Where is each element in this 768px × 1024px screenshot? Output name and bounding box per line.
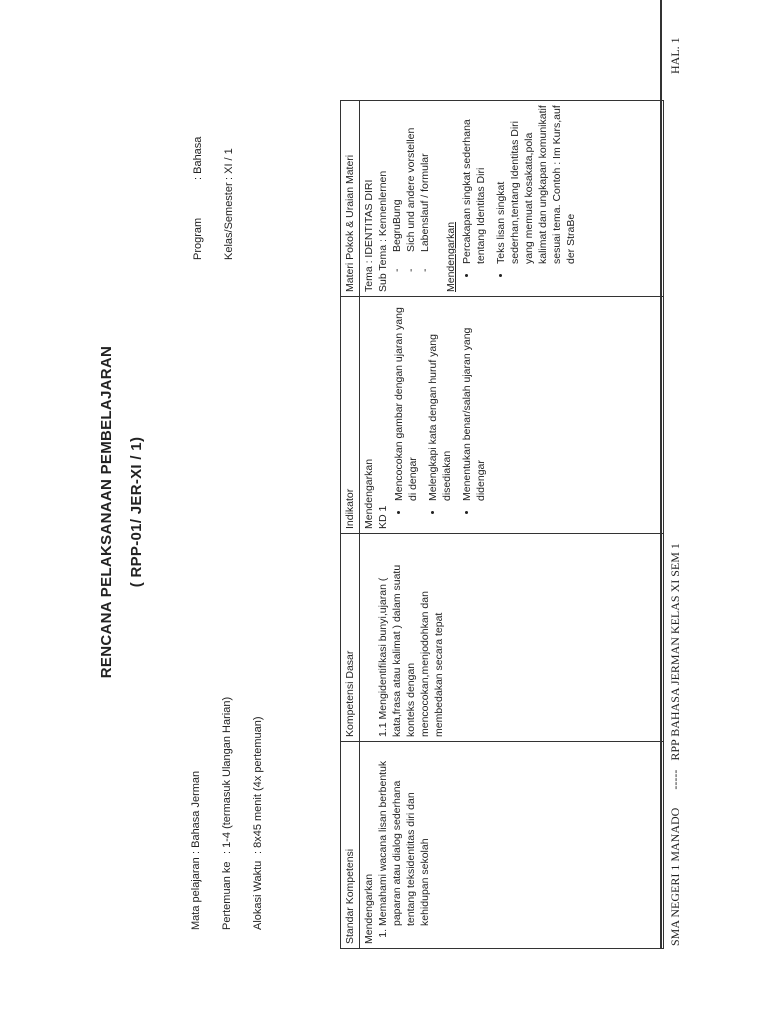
document-code: ( RPP-01/ JER-XI / 1) <box>128 436 145 588</box>
cell-materi-pokok <box>360 101 664 297</box>
table-row <box>360 101 664 949</box>
materi-subtema: Sub Tema : Kennenlernen <box>377 170 389 292</box>
meta-kelas-semester: Kelas/Semester: XI / 1 <box>223 148 235 260</box>
kd-text: 1.1 Mengidentifikasi bunyi,ujaran ( kata,frasa atau kalimat ) dalam suatu konteks dengan mencocokan,menjodohkan dan membedakan secara tepat <box>377 564 445 737</box>
materi-heading: Mendengarkan <box>445 221 457 292</box>
table-header-row <box>341 101 360 949</box>
list-item: • Teks lisan singkat sederhan,tentang Identitas Diri yang memuat kosakata,pola kalimat dan ungkapan komunikatif sesuai tema. Contoh : Im Kurs,auf der StraBe <box>494 105 578 264</box>
meta-alokasi-waktu: Alokasi Waktu: 8x45 menit (4x pertemuan) <box>252 716 264 930</box>
sk-item: 1. Memahami wacana lisan berbentuk paparan atau dialog sederhana tentang teksidentitas diri dan kehidupan sekolah <box>376 746 432 926</box>
materi-tema: Tema : IDENTITAS DIRI <box>363 179 375 292</box>
cell-standar-kompetensi <box>360 742 664 949</box>
list-item: • Menentukan benar/salah ujaran yang didengar <box>460 301 488 501</box>
meta-program: Program: Bahasa <box>192 136 204 260</box>
indikator-heading: Mendengarkan <box>363 458 375 529</box>
meta-pertemuan: Pertemuan ke: 1-4 (termasuk Ulangan Harian) <box>221 696 233 930</box>
rpp-table <box>340 100 664 949</box>
list-item: - Labenslauf / formular <box>418 105 432 252</box>
footer-left: SMA NEGERI 1 MANADO ----- RPP BAHASA JERMAN KELAS XI SEM 1 <box>668 543 682 946</box>
list-item: • Mencocokan gambar dengan ujaran yang di dengar <box>392 301 420 501</box>
list-item: - BegruBung <box>390 105 404 252</box>
header-standar-kompetensi: Standar Kompetensi <box>341 742 360 949</box>
footer-divider <box>660 0 662 949</box>
list-item: • Melengkapi kata dengan huruf yang disediakan <box>426 301 454 501</box>
cell-indikator <box>360 297 664 534</box>
header-materi-pokok: Materi Pokok & Uraian Materi <box>341 101 360 297</box>
header-indikator: Indikator <box>341 297 360 534</box>
list-item: - Sich und andere vorstellen <box>404 105 418 252</box>
header-kompetensi-dasar: Kompetensi Dasar <box>341 534 360 742</box>
document-title: RENCANA PELAKSANAAN PEMBELAJARAN <box>98 345 115 679</box>
indikator-kd: KD 1 <box>377 505 389 529</box>
meta-mata-pelajaran: Mata pelajaran: Bahasa Jerman <box>190 770 202 930</box>
sk-heading: Mendengarkan <box>363 873 375 944</box>
cell-kompetensi-dasar <box>360 534 664 742</box>
page-number: HAL. 1 <box>668 37 682 74</box>
list-item: • Percakapan singkat sederhana tentang Identitas Diri <box>460 105 488 264</box>
